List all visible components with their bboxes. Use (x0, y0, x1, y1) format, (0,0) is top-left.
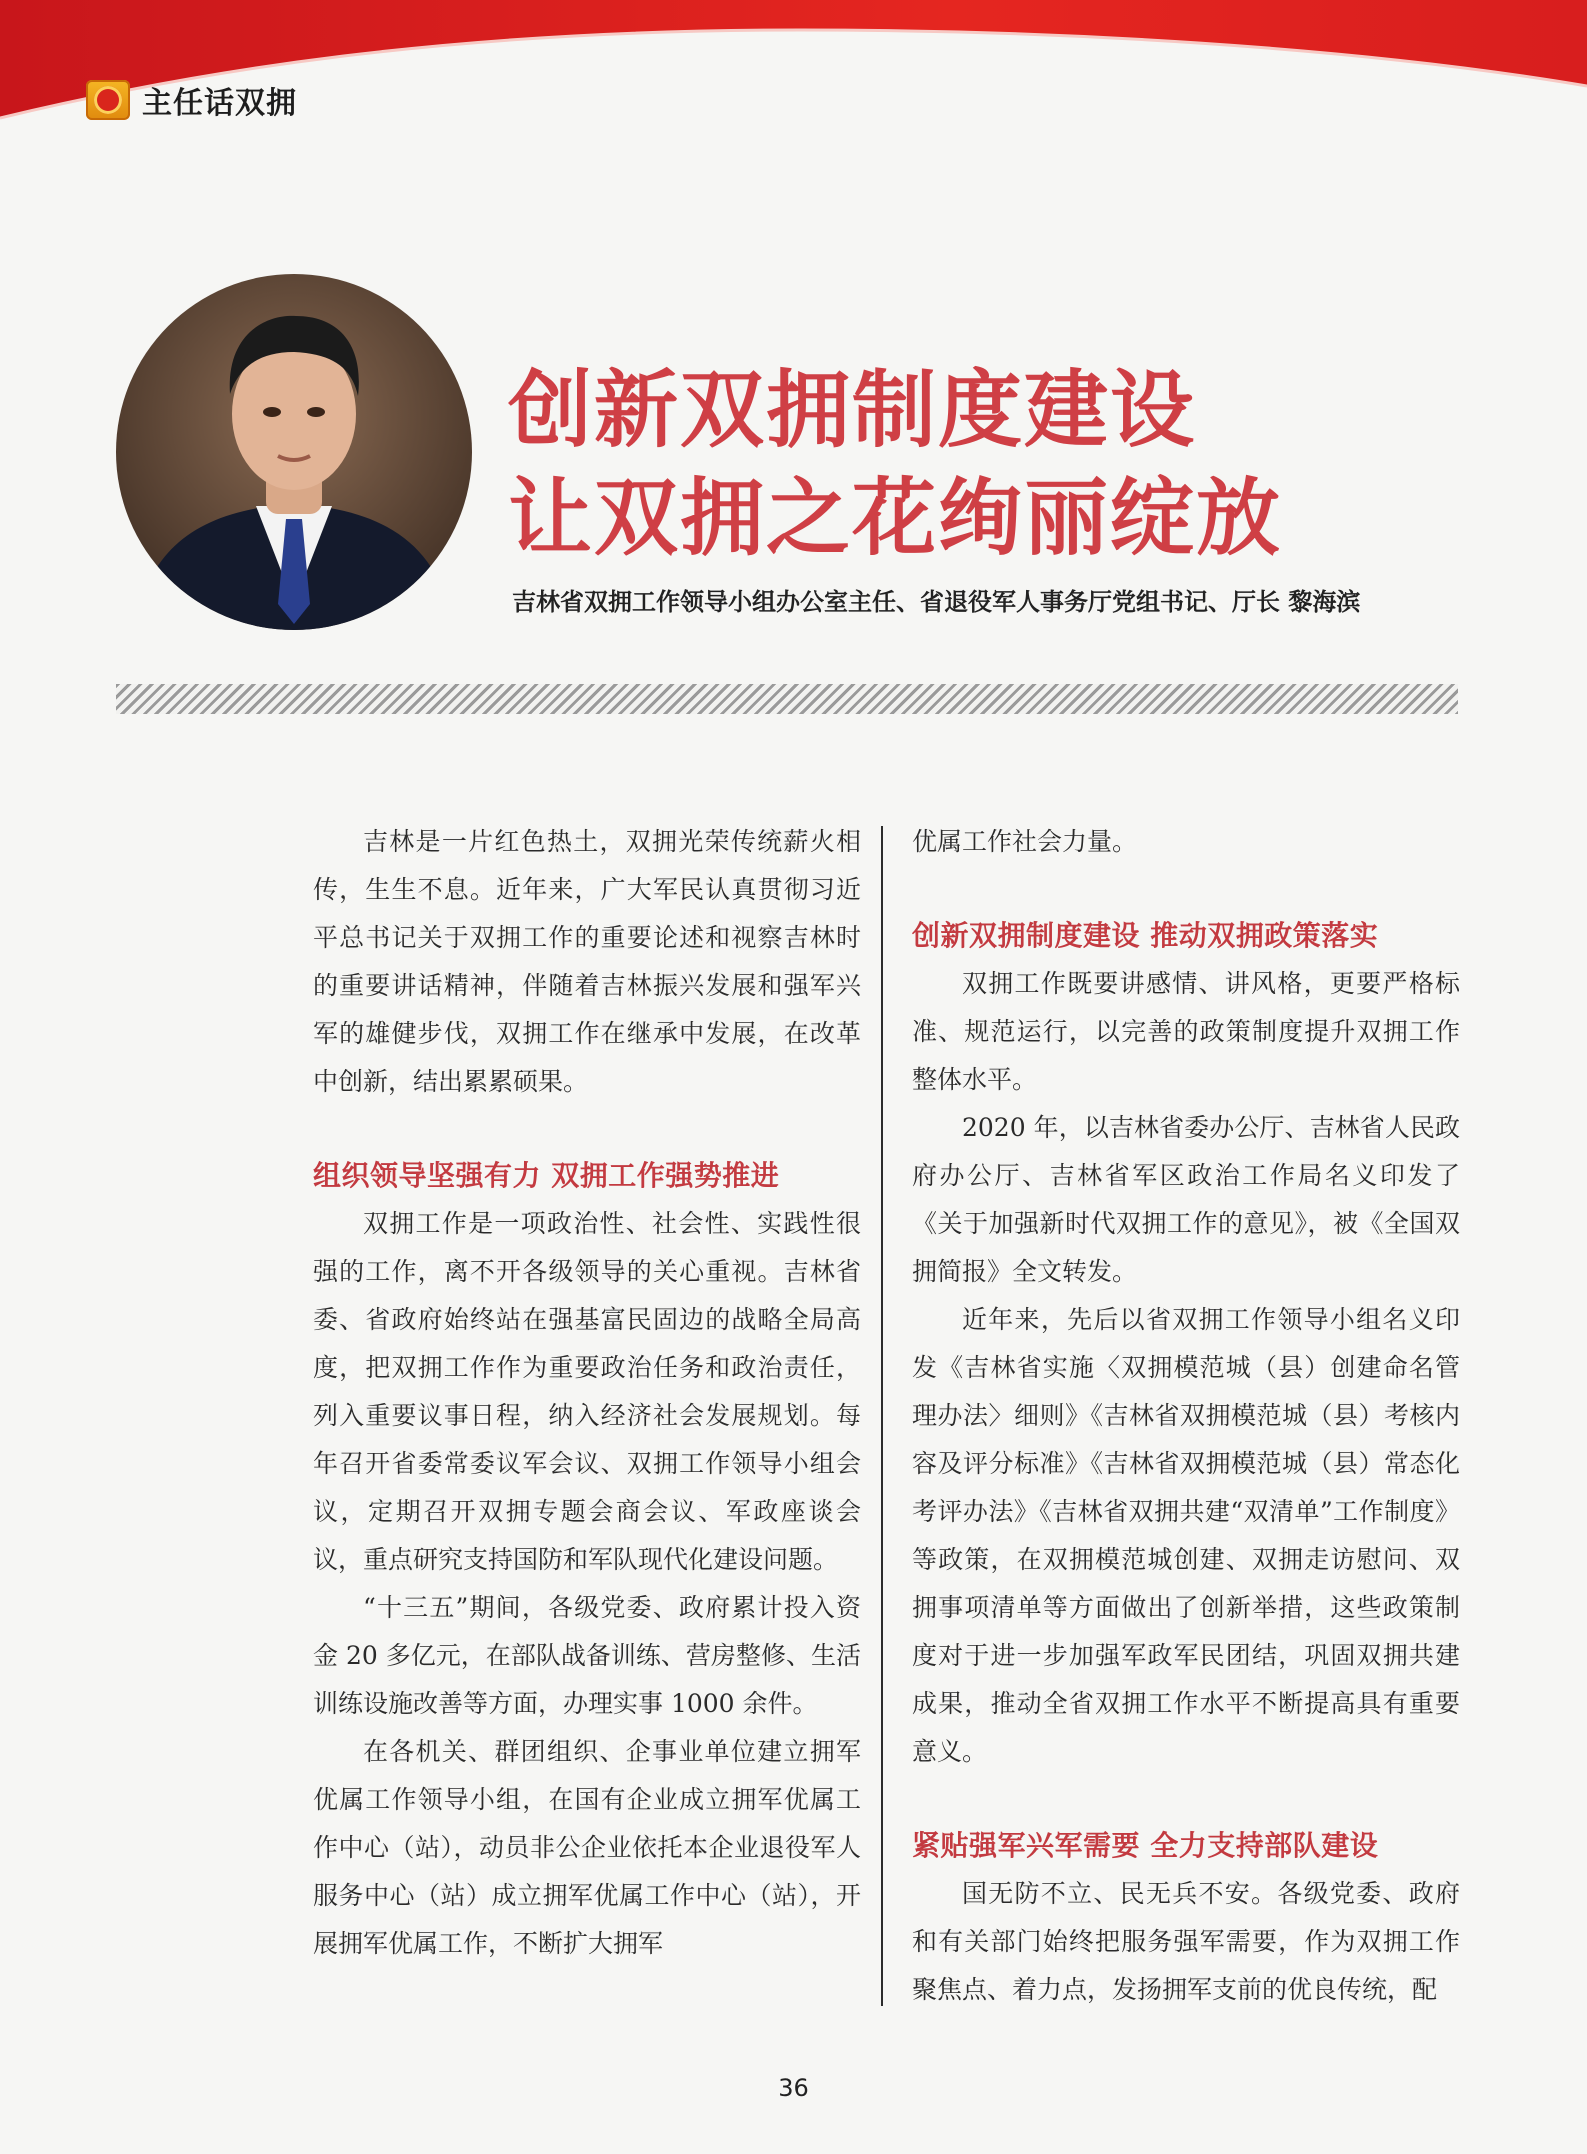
column-divider (881, 826, 883, 2006)
section-heading: 创新双拥制度建设 推动双拥政策落实 (912, 919, 1379, 952)
left-column (313, 818, 861, 1968)
section-heading: 组织领导坚强有力 双拥工作强势推进 (313, 1159, 780, 1192)
article-title (508, 356, 1508, 572)
author-byline: 吉林省双拥工作领导小组办公室主任、省退役军人事务厅党组书记、厅长 黎海滨 (512, 588, 1361, 616)
paragraph-continuation: 优属工作社会力量。 (912, 827, 1138, 856)
paragraph: 2020 年，以吉林省委办公厅、吉林省人民政府办公厅、吉林省军区政治工作局名义印发了《关于加强新时代双拥工作的意见》，被《全国双拥简报》全文转发。 (912, 1113, 1460, 1286)
section-heading: 紧贴强军兴军需要 全力支持部队建设 (912, 1829, 1379, 1862)
emblem-icon (86, 80, 130, 120)
section-label: 主任话双拥 (142, 86, 297, 121)
paragraph: 近年来，先后以省双拥工作领导小组名义印发《吉林省实施〈双拥模范城（县）创建命名管理办法〉细则》《吉林省双拥模范城（县）考核内容及评分标准》《吉林省双拥模范城（县）常态化考评办法》《吉林省双拥共建“双清单”工作制度》等政策，在双拥模范城创建、双拥走访慰问、双拥事项清单等方面做出了创新举措，这些政策制度对于进一步加强军政军民团结，巩固双拥共建成果，推动全省双拥工作水平不断提高具有重要意义。 (912, 1305, 1460, 1766)
paragraph: 双拥工作既要讲感情、讲风格，更要严格标准、规范运行，以完善的政策制度提升双拥工作整体水平。 (912, 969, 1460, 1094)
hatched-divider (116, 684, 1458, 714)
paragraph: 吉林是一片红色热土，双拥光荣传统薪火相传，生生不息。近年来，广大军民认真贯彻习近平总书记关于双拥工作的重要论述和视察吉林时的重要讲话精神，伴随着吉林振兴发展和强军兴军的雄健步伐，双拥工作在继承中发展，在改革中创新，结出累累硕果。 (313, 827, 861, 1096)
paragraph: 双拥工作是一项政治性、社会性、实践性很强的工作，离不开各级领导的关心重视。吉林省委、省政府始终站在强基富民固边的战略全局高度，把双拥工作作为重要政治任务和政治责任，列入重要议事日程，纳入经济社会发展规划。每年召开省委常委议军会议、双拥工作领导小组会议，定期召开双拥专题会商会议、军政座谈会议，重点研究支持国防和军队现代化建设问题。 (313, 1209, 861, 1574)
title-line-1: 创新双拥制度建设 (508, 361, 1197, 459)
author-portrait (116, 274, 472, 630)
paragraph: 国无防不立、民无兵不安。各级党委、政府和有关部门始终把服务强军需要，作为双拥工作聚焦点、着力点，发扬拥军支前的优良传统，配 (912, 1879, 1460, 2004)
title-line-2: 让双拥之花绚丽绽放 (508, 469, 1283, 567)
page-number: 36 (778, 2074, 809, 2102)
section-tag (86, 78, 297, 122)
paragraph: 在各机关、群团组织、企事业单位建立拥军优属工作领导小组，在国有企业成立拥军优属工作中心（站），动员非公企业依托本企业退役军人服务中心（站）成立拥军优属工作中心（站），开展拥军优属工作，不断扩大拥军 (313, 1737, 861, 1958)
paragraph: “十三五”期间，各级党委、政府累计投入资金 20 多亿元，在部队战备训练、营房整修、生活训练设施改善等方面，办理实事 1000 余件。 (313, 1593, 861, 1718)
right-column (912, 818, 1460, 2014)
